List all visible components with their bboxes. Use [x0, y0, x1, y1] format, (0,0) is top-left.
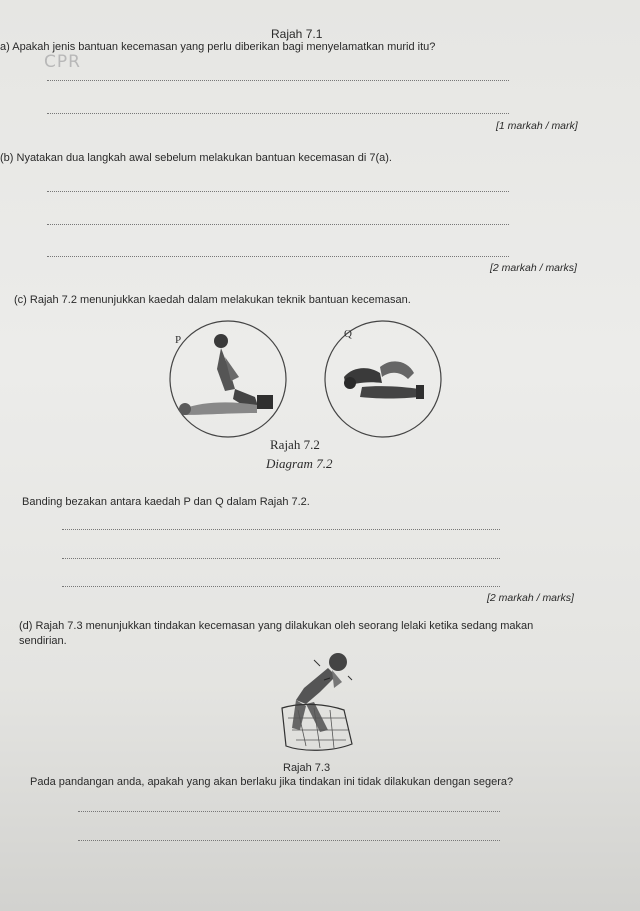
marks-label: [2 markah / marks]	[490, 262, 577, 274]
question-c-text: (c) Rajah 7.2 menunjukkan kaedah dalam melakukan teknik bantuan kecemasan.	[14, 294, 411, 306]
question-d-text-1: (d) Rajah 7.3 menunjukkan tindakan kecemasan yang dilakukan oleh seorang lelaki ketika sedang makan	[19, 620, 534, 632]
answer-line	[78, 811, 500, 812]
answer-line	[47, 256, 509, 257]
cpr-compression-illustration	[163, 317, 293, 441]
answer-line	[78, 840, 500, 841]
figure-caption: Rajah 7.3	[283, 762, 331, 774]
question-a-text: a) Apakah jenis bantuan kecemasan yang perlu diberikan bagi menyelamatkan murid itu?	[0, 41, 436, 53]
question-d-text-2: sendirian.	[19, 635, 67, 647]
self-heimlich-illustration	[262, 648, 372, 754]
answer-line	[47, 191, 509, 192]
handwritten-answer: CPR	[44, 52, 81, 72]
figure-title: Rajah 7.1	[271, 27, 323, 41]
answer-line	[47, 80, 509, 81]
label-p: P	[175, 334, 182, 346]
answer-line	[62, 558, 500, 559]
question-b-text: (b) Nyatakan dua langkah awal sebelum melakukan bantuan kecemasan di 7(a).	[0, 152, 392, 164]
label-q: Q	[344, 328, 352, 340]
diagram-caption-en: Diagram 7.2	[266, 456, 333, 471]
diagram-caption-ms: Rajah 7.2	[270, 437, 320, 452]
marks-label: [2 markah / marks]	[487, 592, 574, 604]
answer-line	[47, 113, 509, 114]
recovery-position-illustration	[322, 317, 444, 441]
marks-label: [1 markah / mark]	[496, 120, 578, 132]
answer-line	[62, 586, 500, 587]
question-d-sub: Pada pandangan anda, apakah yang akan berlaku jika tindakan ini tidak dilakukan dengan segera?	[30, 776, 514, 788]
question-c-sub: Banding bezakan antara kaedah P dan Q dalam Rajah 7.2.	[22, 496, 310, 508]
answer-line	[62, 529, 500, 530]
answer-line	[47, 224, 509, 225]
